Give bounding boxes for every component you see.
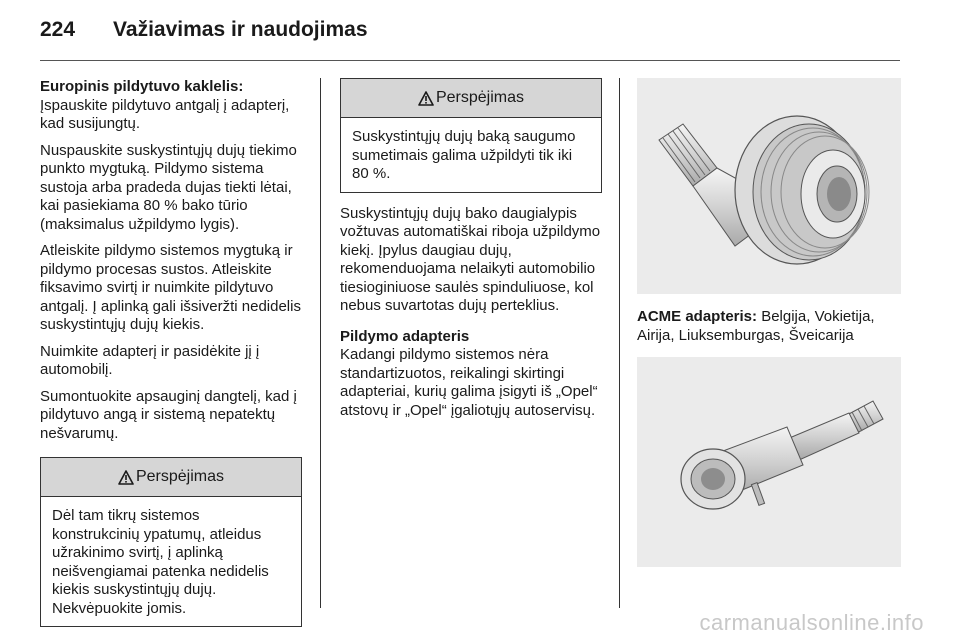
- acme-adapter-drawing: [637, 357, 901, 567]
- warning-title: Perspėjimas: [435, 88, 525, 106]
- column-divider-left: [320, 78, 321, 608]
- paragraph: Sumontuokite apsauginį dangtelį, kad į pildytuvo angą ir sistemą nepatektų nešvarumų.: [40, 387, 297, 442]
- page-number: 224: [40, 18, 76, 41]
- watermark: carmanualsonline.info: [699, 610, 924, 635]
- column-divider-right: [619, 78, 620, 608]
- paragraph: Suskystintųjų dujų bako daugialypis vožtuvas automatiškai riboja užpildymo kiekį. Įpylus daugiau dujų, rekomenduojama nelaikyti automobilio tiesioginiuose saulės spinduliuose, kol nebus suvartotas dujų perteklius.: [340, 204, 601, 314]
- warning-box: [340, 78, 602, 193]
- acme-adapter-illustration: [637, 357, 901, 567]
- paragraph: Atleiskite pildymo sistemos mygtuką ir pildymo procesas sustos. Atleiskite fiksavimo svirtį ir nuimkite pildytuvo antgalį. Į aplinką gali išsiveržti nedidelis suskystintųjų dujų kiekis.: [40, 242, 301, 333]
- european-adapter-illustration: [637, 78, 901, 294]
- caption-text: Belgija, Vokietija, Airija, Liuksemburgas, Šveicarija: [637, 308, 875, 344]
- paragraph: Nuimkite adapterį ir pasidėkite jį į automobilį.: [40, 342, 260, 378]
- page-header: [40, 18, 368, 48]
- paragraph: Kadangi pildymo sistemos nėra standartizuotos, reikalingi skirtingi adapteriai, kurių galima įsigyti iš „Opel“ atstovų ir „Opel“ įgaliotųjų autoservisų.: [340, 346, 598, 419]
- warning-body: Suskystintųjų dujų baką saugumo sumetimais galima užpildyti tik iki 80 %.: [352, 128, 576, 182]
- warning-box: [40, 457, 302, 627]
- warning-triangle-icon: [418, 91, 434, 106]
- column-left: [40, 78, 302, 627]
- warning-triangle-icon: [118, 470, 134, 485]
- adapter-drawing: [637, 78, 901, 294]
- column-right: [637, 78, 901, 567]
- warning-header: [341, 79, 601, 118]
- caption-label: ACME adapteris:: [637, 308, 758, 325]
- warning-header: [41, 458, 301, 497]
- header-divider: [40, 60, 900, 61]
- subheading: Pildymo adapteris: [340, 327, 470, 345]
- section-heading: Europinis pildytuvo kaklelis:: [40, 78, 244, 95]
- paragraph: Įspauskite pildytuvo antgalį į adapterį, kad susijungtų.: [40, 96, 290, 132]
- chapter-title: Važiavimas ir naudojimas: [113, 18, 368, 41]
- warning-body: Dėl tam tikrų sistemos konstrukcinių ypatumų, atleidus užrakinimo svirtį, į aplinką neišvengiamai patenka nedidelis kiekis suskystintųjų dujų. Nekvėpuokite jomis.: [52, 507, 269, 617]
- warning-title: Perspėjimas: [135, 467, 225, 485]
- paragraph: Nuspauskite suskystintųjų dujų tiekimo punkto mygtuką. Pildymo sistema sustoja arba pradeda dujas tiekti lėtai, kai pasiekiama 80 % bako tūrio (maksimalus užpildymo lygis).: [40, 141, 297, 233]
- column-middle: [340, 78, 602, 428]
